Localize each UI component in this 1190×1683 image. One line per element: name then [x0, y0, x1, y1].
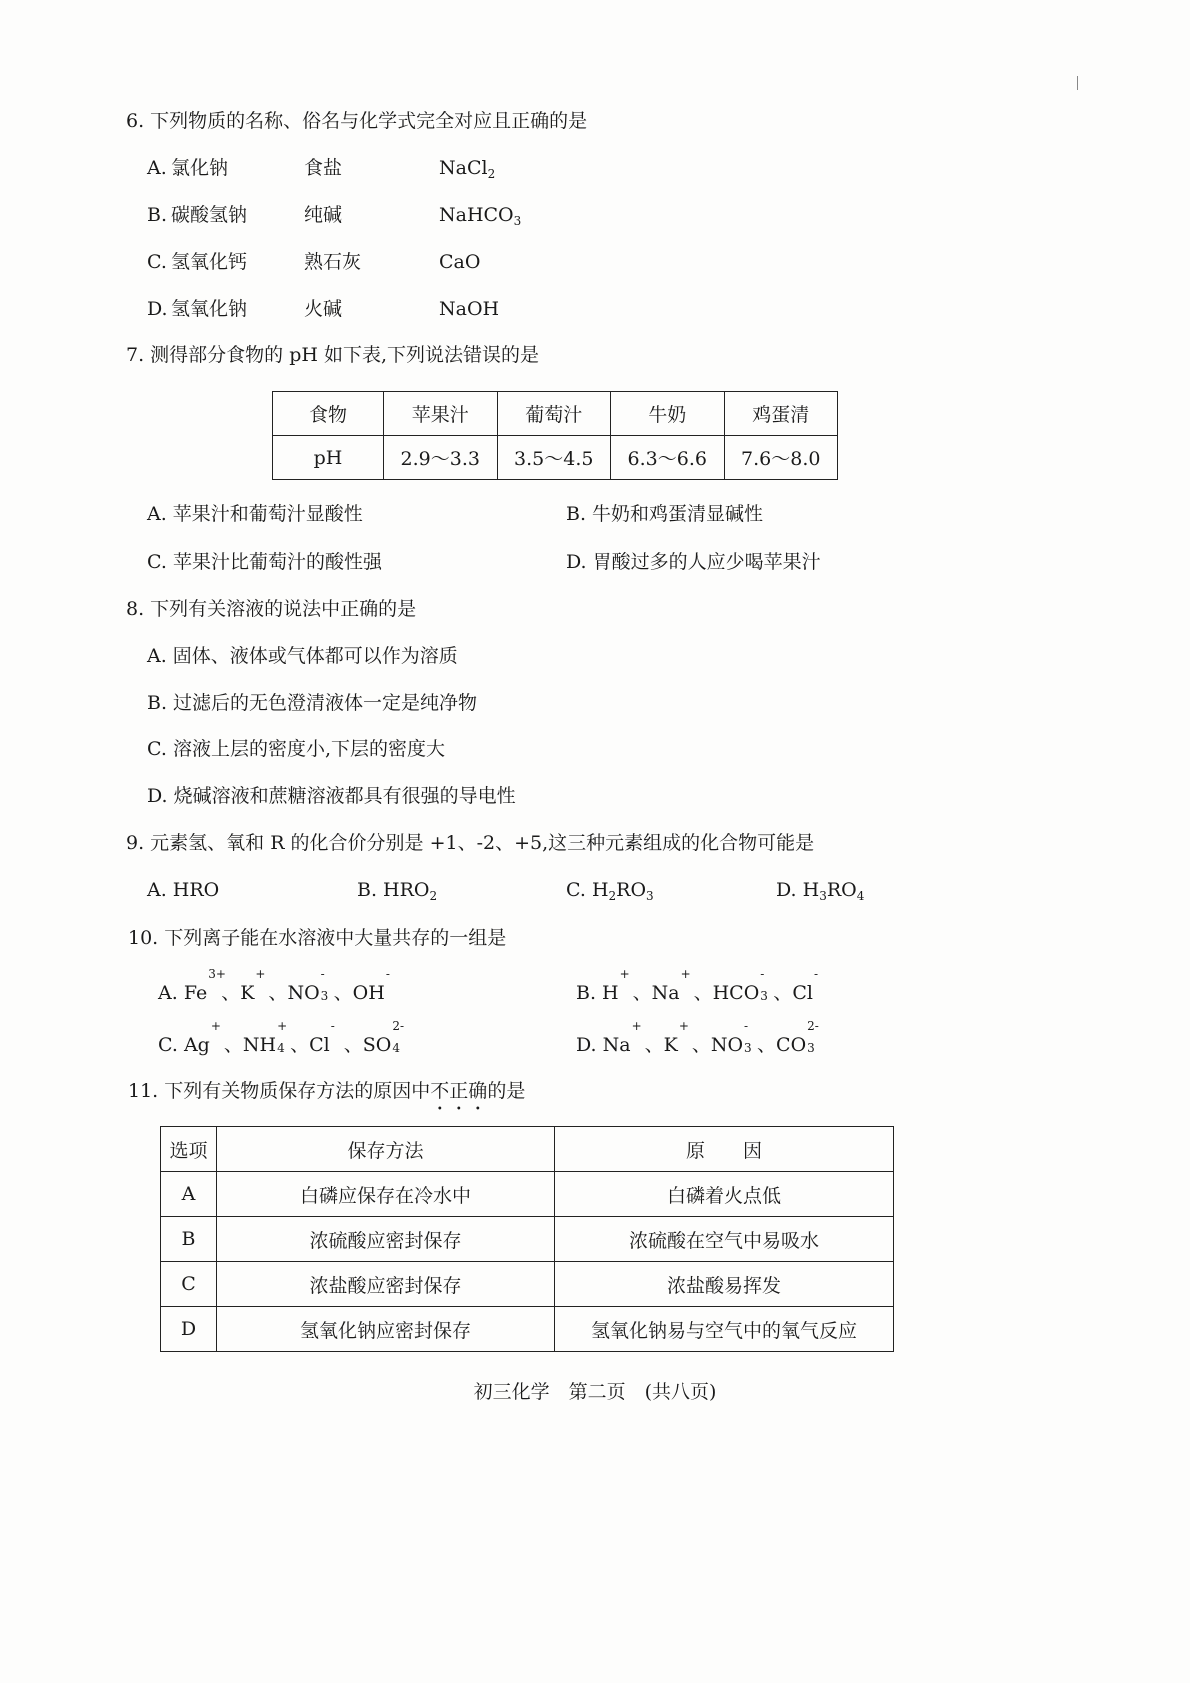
- q10-option-a: A. Fe 3+ 、K + 、NO 3 - 、OH -: [158, 980, 399, 1003]
- common-name: 火碱: [304, 298, 343, 320]
- q7-option-c: C. 苹果汁比葡萄汁的酸性强: [147, 551, 382, 573]
- ion: K +: [663, 1019, 689, 1056]
- substance-name: 氢氧化钠: [171, 298, 248, 320]
- page-footer: 初三化学 第二页 (共八页): [473, 1381, 717, 1403]
- table-cell: 苹果汁: [384, 392, 498, 436]
- table-row: [273, 436, 838, 480]
- common-name: 熟石灰: [304, 251, 362, 273]
- ion: CO 3 2-: [776, 1019, 819, 1056]
- chemical-formula: NaHCO$_3$: [439, 204, 522, 228]
- q10-option-d: D. Na + 、K + 、NO 3 - 、CO 3 2-: [576, 1019, 819, 1056]
- q10-stem: 10. 下列离子能在水溶液中大量共存的一组是: [128, 927, 507, 949]
- q7-option-b: B. 牛奶和鸡蛋清显碱性: [566, 503, 764, 525]
- q11-storage-table: [160, 1126, 894, 1352]
- q7-option-a: A. 苹果汁和葡萄汁显酸性: [147, 503, 363, 525]
- ion: HCO 3 -: [712, 967, 768, 1004]
- q9-option-d: D. $H_3RO_4$: [776, 879, 865, 903]
- q10-option-c: C. Ag + 、NH 4 + 、Cl - 、SO 4 2-: [158, 1019, 405, 1056]
- ion: NH 4 +: [242, 1019, 288, 1056]
- ion: Cl -: [309, 1019, 335, 1056]
- q11-stem: 11. 下列有关物质保存方法的原因中不正确的是: [128, 1080, 526, 1102]
- ion: H +: [602, 967, 630, 1004]
- table-row: [161, 1262, 894, 1307]
- q9-option-b: B. $HRO_2$: [357, 879, 438, 903]
- q9-stem: 9. 元素氢、氧和 R 的化合价分别是 +1、-2、+5,这三种元素组成的化合物可能是: [126, 832, 815, 854]
- option-letter: C.: [147, 251, 167, 273]
- common-name: 纯碱: [304, 204, 343, 226]
- table-cell: 白磷应保存在冷水中: [217, 1172, 555, 1217]
- table-cell: 牛奶: [611, 392, 725, 436]
- table-row: [161, 1307, 894, 1352]
- q8-option-c: C. 溶液上层的密度小,下层的密度大: [147, 738, 445, 760]
- option-letter: A.: [147, 157, 167, 179]
- ion: OH -: [352, 967, 390, 1004]
- ion: Fe 3+: [183, 967, 226, 1004]
- option-letter: D.: [147, 298, 168, 320]
- q8-option-b: B. 过滤后的无色澄清液体一定是纯净物: [147, 692, 478, 714]
- table-cell: A: [161, 1172, 217, 1217]
- option-letter: B.: [147, 204, 168, 226]
- table-cell: 白磷着火点低: [555, 1172, 894, 1217]
- q7-option-d: D. 胃酸过多的人应少喝苹果汁: [566, 551, 821, 573]
- table-cell: B: [161, 1217, 217, 1262]
- q7-stem: 7. 测得部分食物的 pH 如下表,下列说法错误的是: [126, 344, 540, 366]
- table-cell: 保存方法: [217, 1127, 555, 1172]
- table-cell: 氢氧化钠应密封保存: [217, 1307, 555, 1352]
- common-name: 食盐: [304, 157, 343, 179]
- table-cell: 浓硫酸应密封保存: [217, 1217, 555, 1262]
- ion: Ag +: [183, 1019, 221, 1056]
- q8-option-d: D. 烧碱溶液和蔗糖溶液都具有很强的导电性: [147, 785, 516, 807]
- substance-name: 碳酸氢钠: [171, 204, 248, 226]
- margin-mark: [1077, 76, 1078, 90]
- substance-name: 氢氧化钙: [171, 251, 248, 273]
- q8-option-a: A. 固体、液体或气体都可以作为溶质: [147, 645, 458, 667]
- table-cell: 选项: [161, 1127, 217, 1172]
- substance-name: 氯化钠: [171, 157, 229, 179]
- chemical-formula: NaCl$_2$: [439, 157, 496, 181]
- table-header-row: [161, 1127, 894, 1172]
- table-cell: 食物: [273, 392, 384, 436]
- q8-stem: 8. 下列有关溶液的说法中正确的是: [126, 598, 417, 620]
- table-cell: 6.3～6.6: [611, 436, 725, 480]
- table-cell: C: [161, 1262, 217, 1307]
- table-cell: 浓盐酸应密封保存: [217, 1262, 555, 1307]
- ion: Na +: [602, 1019, 642, 1056]
- q9-option-a: A. HRO: [147, 879, 220, 901]
- table-row: [161, 1172, 894, 1217]
- table-cell: 浓盐酸易挥发: [555, 1262, 894, 1307]
- table-cell: 浓硫酸在空气中易吸水: [555, 1217, 894, 1262]
- table-cell: 2.9～3.3: [384, 436, 498, 480]
- q10-option-b: B. H + 、Na + 、HCO 3 - 、Cl -: [576, 980, 827, 1003]
- table-cell: 氢氧化钠易与空气中的氧气反应: [555, 1307, 894, 1352]
- table-cell: 鸡蛋清: [724, 392, 838, 436]
- table-cell: 葡萄汁: [497, 392, 611, 436]
- chemical-formula: NaOH: [439, 298, 500, 320]
- table-header-row: [273, 392, 838, 436]
- ion: NO 3 -: [287, 967, 329, 1004]
- q7-ph-table: [272, 391, 838, 480]
- ion: NO 3 -: [710, 1019, 752, 1056]
- table-cell: pH: [273, 436, 384, 480]
- q9-option-c: C. $H_2RO_3$: [566, 879, 654, 903]
- q6-stem: 6. 下列物质的名称、俗名与化学式完全对应且正确的是: [126, 110, 588, 132]
- ion: K +: [240, 967, 266, 1004]
- ion: SO 4 2-: [362, 1019, 405, 1056]
- ion: Cl -: [792, 967, 818, 1004]
- table-cell: 3.5～4.5: [497, 436, 611, 480]
- chemical-formula: CaO: [439, 251, 481, 273]
- table-cell: D: [161, 1307, 217, 1352]
- table-cell: 7.6～8.0: [724, 436, 838, 480]
- ion: Na +: [651, 967, 691, 1004]
- table-cell: 原 因: [555, 1127, 894, 1172]
- table-row: [161, 1217, 894, 1262]
